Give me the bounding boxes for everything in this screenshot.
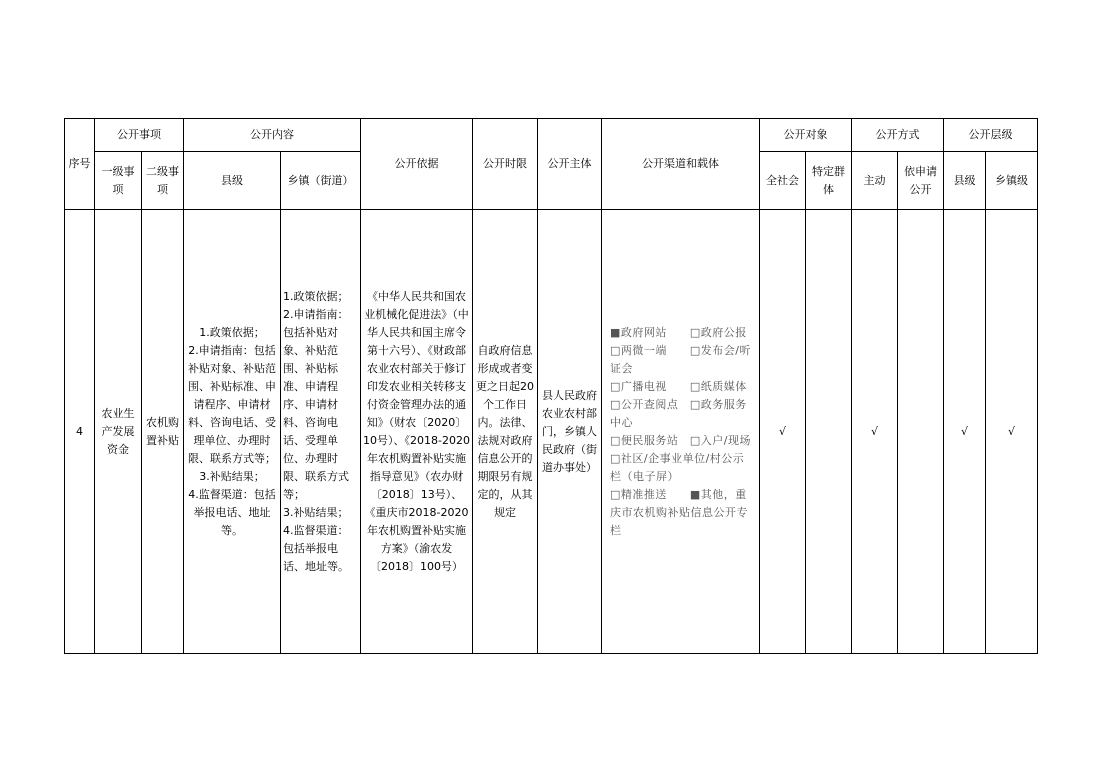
row-seq: 4 bbox=[65, 210, 95, 654]
header-content: 公开内容 bbox=[184, 119, 361, 152]
header-tier-county: 县级 bbox=[944, 152, 986, 210]
row-tier-county-check: √ bbox=[944, 210, 986, 654]
header-method: 公开方式 bbox=[852, 119, 944, 152]
header-seq: 序号 bbox=[65, 119, 95, 210]
row-level1: 农业生产发展资金 bbox=[95, 210, 142, 654]
header-audience: 公开对象 bbox=[760, 119, 852, 152]
header-basis: 公开依据 bbox=[361, 119, 473, 210]
row-subject: 县人民政府农业农村部门，乡镇人民政府（街道办事处） bbox=[538, 210, 602, 654]
header-county: 县级 bbox=[184, 152, 281, 210]
row-level2: 农机购置补贴 bbox=[142, 210, 184, 654]
header-row-1 bbox=[65, 119, 1038, 152]
row-channels: ■政府网站 □政府公报 □两微一端 □发布会/听证会 □广播电视 □纸质媒体 □公开查阅点 □政务服务中心 □便民服务站 □入户/现场 □社区/企事业单位/村公示栏（电子屏） □精准推送 ■其他，重庆市农机购补贴信息公开专栏 bbox=[602, 210, 760, 654]
header-channels: 公开渠道和载体 bbox=[602, 119, 760, 210]
header-tier-town: 乡镇级 bbox=[986, 152, 1038, 210]
row-basis: 《中华人民共和国农业机械化促进法》（中华人民共和国主席令第十六号）、《财政部 农业农村部关于修订印发农业相关转移支付资金管理办法的通知》（财农〔2020〕10号）、《2018-2020年农机购置补贴实施指导意见》（农办财〔2018〕13号）、《重庆市2018-2020年农机购置补贴实施方案》（渝农发〔2018〕100号） bbox=[361, 210, 473, 654]
header-town: 乡镇（街道） bbox=[281, 152, 361, 210]
row-all-society-check: √ bbox=[760, 210, 806, 654]
row-time-limit: 自政府信息形成或者变更之日起20个工作日内。法律、法规对政府信息公开的期限另有规定的，从其规定 bbox=[473, 210, 538, 654]
header-subject: 公开主体 bbox=[538, 119, 602, 210]
header-active: 主动 bbox=[852, 152, 898, 210]
header-level2: 二级事项 bbox=[142, 152, 184, 210]
row-on-request-check bbox=[898, 210, 944, 654]
header-matters: 公开事项 bbox=[95, 119, 184, 152]
header-specific: 特定群体 bbox=[806, 152, 852, 210]
header-level1: 一级事项 bbox=[95, 152, 142, 210]
table-row bbox=[65, 210, 1038, 654]
header-all-society: 全社会 bbox=[760, 152, 806, 210]
header-time-limit: 公开时限 bbox=[473, 119, 538, 210]
row-specific-check bbox=[806, 210, 852, 654]
row-town-content: 1.政策依据； 2.申请指南：包括补贴对象、补贴范围、补贴标准、申请程序、申请材料、咨询电话、受理单位、办理时限、联系方式等； 3.补贴结果； 4.监督渠道：包括举报电话、地址等。 bbox=[281, 210, 361, 654]
row-county-content: 1.政策依据； 2.申请指南：包括补贴对象、补贴范围、补贴标准、申请程序、申请材料、咨询电话、受理单位、办理时限、联系方式等； 3.补贴结果； 4.监督渠道：包括举报电话、地址等。 bbox=[184, 210, 281, 654]
row-active-check: √ bbox=[852, 210, 898, 654]
header-on-request: 依申请公开 bbox=[898, 152, 944, 210]
disclosure-table bbox=[64, 118, 1038, 654]
header-tier: 公开层级 bbox=[944, 119, 1038, 152]
row-tier-town-check: √ bbox=[986, 210, 1038, 654]
